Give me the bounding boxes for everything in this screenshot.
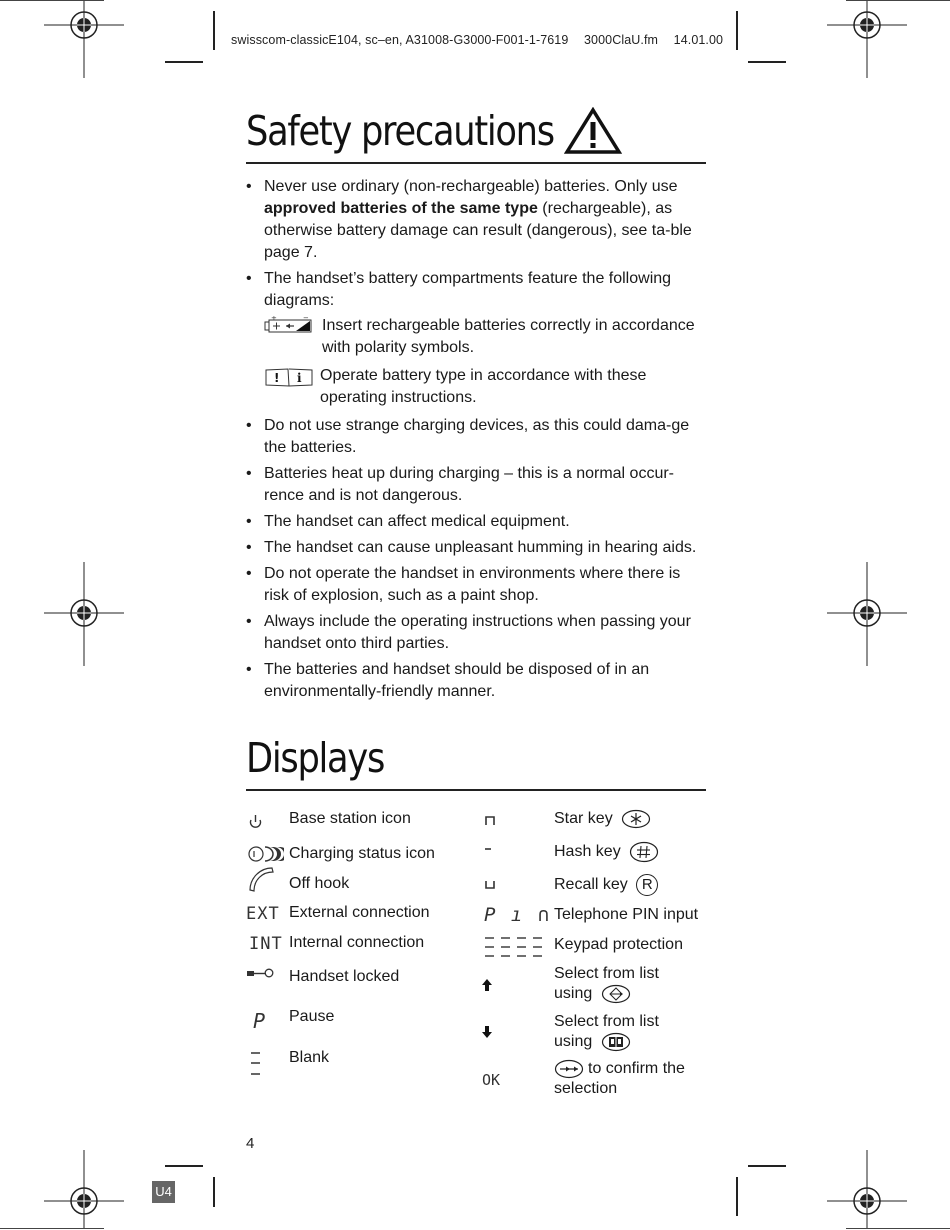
display-label: Base station icon [289, 810, 411, 827]
svg-text:+: + [271, 316, 277, 322]
slug-file-name: 3000ClaU.fm [584, 33, 659, 47]
blank-segment-icon [250, 1051, 262, 1077]
battery-polarity-icon [264, 316, 312, 336]
display-label: Blank [289, 1049, 330, 1066]
display-label: using [554, 1033, 593, 1051]
display-label: Charging status icon [289, 845, 435, 862]
ok-code: OK [482, 1071, 501, 1089]
ext-code: EXT [246, 904, 280, 924]
trim-mark [165, 1165, 203, 1167]
int-code: INT [249, 934, 283, 954]
display-label: Select from list [554, 965, 659, 982]
display-label: Off hook [289, 875, 350, 892]
key-lock-icon [246, 966, 274, 980]
charging-status-icon [248, 845, 284, 863]
crop-line [0, 0, 104, 1]
list-item: • Always include the operating instructions when passing your handset onto third parties. [246, 611, 708, 655]
trim-mark [736, 11, 738, 50]
hash-key-row [554, 841, 659, 863]
registration-mark-icon [827, 562, 907, 666]
section-title: Safety precautions [246, 107, 554, 155]
registration-mark-icon [827, 0, 907, 80]
confirm-key-icon [554, 1059, 584, 1079]
diagram-note [264, 315, 708, 359]
slug-date: 14.01.00 [673, 33, 724, 47]
display-label: using [554, 985, 593, 1003]
safety-heading [246, 104, 622, 158]
display-label: Star key [554, 810, 613, 828]
list-item [246, 268, 708, 409]
display-label: Hash key [554, 843, 621, 861]
page-tab-marker: U4 [152, 1181, 175, 1203]
diagram-note-text: Insert rechargeable batteries correctly in accordance with polarity symbols. [322, 317, 695, 356]
safety-list [246, 176, 708, 707]
list-item: • Do not use strange charging devices, as this could dama-ge the batteries. [246, 415, 708, 459]
display-label: selection [554, 1080, 618, 1098]
instruction-book-icon [264, 366, 314, 388]
trim-mark [736, 1177, 738, 1216]
list-item-text: The handset’s battery compartments feature the following diagrams: [264, 270, 672, 309]
trim-mark [213, 11, 215, 50]
trim-mark [165, 61, 203, 63]
confirm-row [554, 1059, 685, 1099]
diagram-note-text: Operate battery type in accordance with these operating instructions. [320, 367, 647, 406]
list-item: • Batteries heat up during charging – this is a normal occur-rence and is not dangerous. [246, 463, 708, 507]
recall-key-icon: R [636, 874, 658, 896]
display-label: Telephone PIN input [554, 906, 699, 923]
star-key-row [554, 809, 651, 829]
keypad-protection-icon [484, 936, 544, 958]
star-key-icon [621, 809, 651, 829]
list-item [246, 176, 708, 264]
list-item-text: Never use ordinary (non-rechargeable) batteries. Only use [264, 178, 678, 195]
base-station-icon [248, 814, 264, 830]
heading-rule [246, 789, 706, 791]
hash-key-icon [629, 841, 659, 863]
display-label: External connection [289, 904, 430, 921]
select-down-row [554, 1012, 659, 1052]
page-number: 4 [246, 1135, 255, 1152]
print-slug [231, 33, 735, 47]
registration-mark-icon [44, 1150, 124, 1230]
phonebook-key-icon [601, 1032, 631, 1052]
list-item: • The handset can affect medical equipment. [246, 511, 708, 533]
arrow-down-icon [481, 1025, 493, 1039]
display-label: to confirm the [588, 1060, 685, 1078]
recall-key-row [554, 874, 658, 896]
display-label: Keypad protection [554, 936, 683, 953]
hash-segment-icon [484, 846, 492, 852]
navigation-key-icon [601, 984, 631, 1004]
warning-triangle-icon [564, 107, 622, 155]
display-label: Select from list [554, 1013, 659, 1030]
trim-mark [748, 61, 786, 63]
off-hook-icon [248, 866, 276, 894]
trim-mark [213, 1177, 215, 1207]
registration-mark-icon [827, 1150, 907, 1230]
star-segment-icon [484, 814, 496, 826]
svg-text:i: i [297, 371, 302, 385]
recall-segment-icon [484, 880, 496, 890]
list-item: • Do not operate the handset in environments where there is risk of explosion, such as a paint shop. [246, 563, 708, 607]
display-label: Handset locked [289, 968, 400, 985]
display-label: Internal connection [289, 934, 425, 951]
list-item-emphasis: approved batteries of the same type [264, 200, 538, 217]
list-item: • The batteries and handset should be disposed of in an environmentally-friendly manner. [246, 659, 708, 703]
arrow-up-icon [481, 978, 493, 992]
crop-line [846, 0, 950, 1]
displays-title: Displays [246, 734, 385, 782]
diagram-note [264, 365, 708, 409]
pin-code: P ı ∩ [484, 904, 552, 926]
slug-document-id: swisscom-classicE104, sc–en, A31008-G3000-F001-1-7619 [231, 33, 569, 47]
display-label: Recall key [554, 876, 628, 894]
select-up-row [554, 964, 659, 1004]
display-label: Pause [289, 1008, 335, 1025]
trim-mark [748, 1165, 786, 1167]
svg-text:!: ! [274, 371, 280, 385]
list-item-text: (rechargeable), as otherwise battery damage can result (dangerous), see ta-ble page 7. [264, 200, 692, 261]
svg-text:−: − [303, 316, 309, 322]
list-item: • The handset can cause unpleasant humming in hearing aids. [246, 537, 708, 559]
heading-rule [246, 162, 706, 164]
pause-code: P [253, 1009, 267, 1033]
registration-mark-icon [44, 0, 124, 80]
registration-mark-icon [44, 562, 124, 666]
